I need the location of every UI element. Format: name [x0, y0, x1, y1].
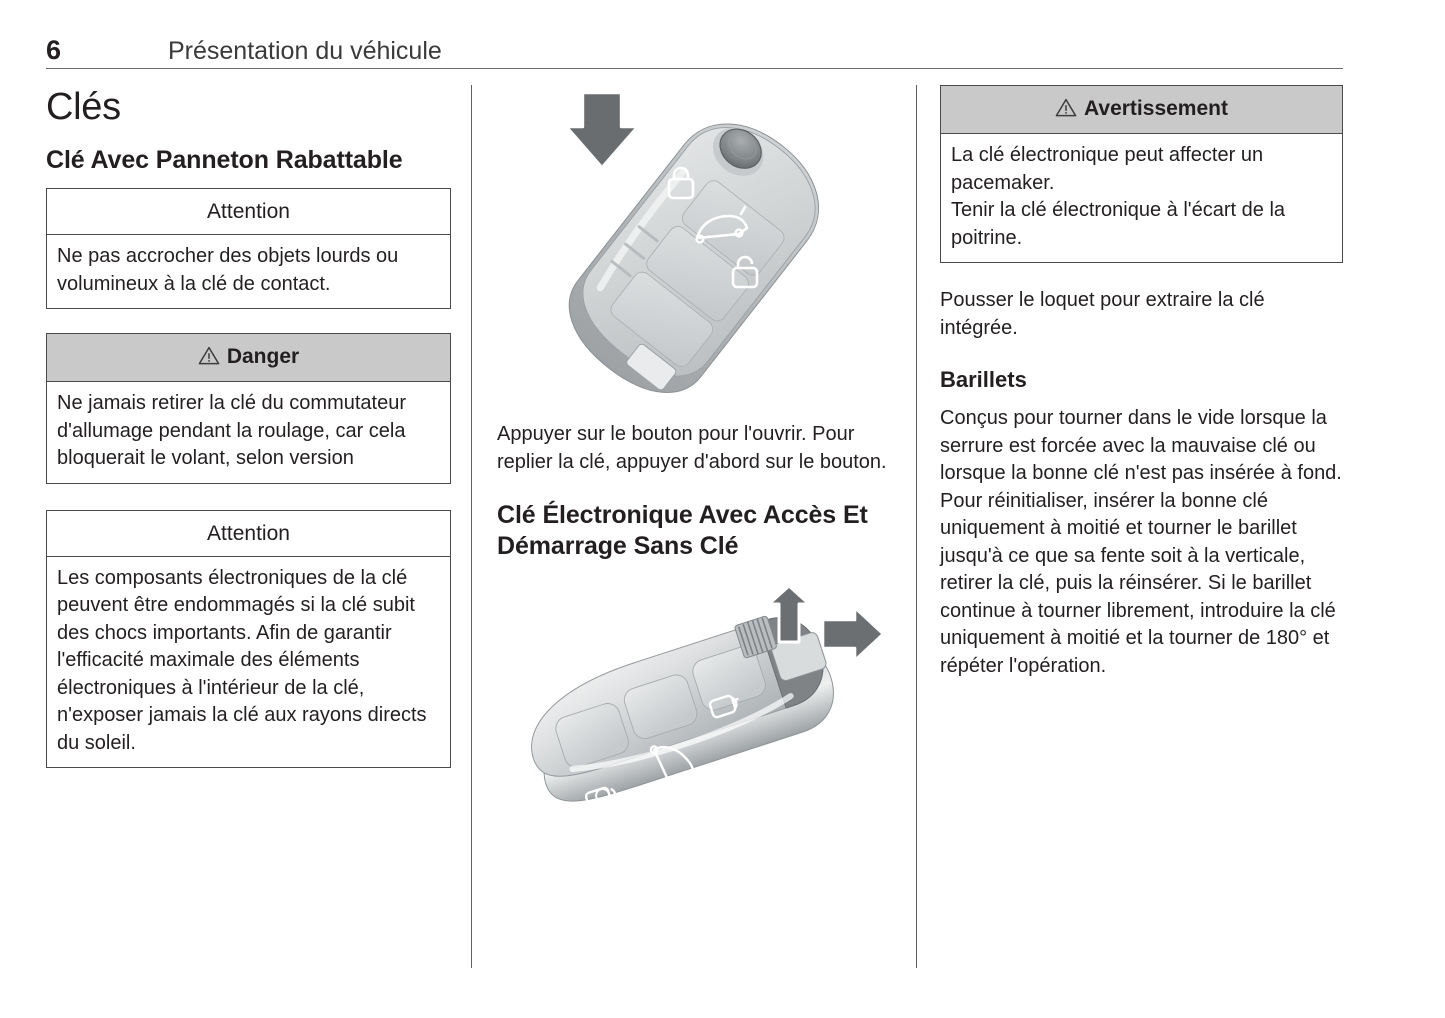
notice-danger [46, 333, 451, 484]
notice-heading: Attention [47, 511, 450, 557]
notice-body: Ne jamais retirer la clé du commutateur d'allumage pendant la roulage, car cela bloquerait le volant, selon version [57, 392, 407, 469]
chapter-title: Clés [46, 86, 121, 128]
section-title-cle-electronique: Clé Électronique Avec Accès Et Démarrage Sans Clé [497, 501, 868, 560]
page-title: Présentation du véhicule [168, 37, 442, 65]
paragraph-latch: Pousser le loquet pour extraire la clé intégrée. [940, 289, 1265, 339]
notice-heading [941, 86, 1342, 134]
middle-column [497, 85, 889, 872]
notice-attention-1 [46, 188, 451, 309]
notice-heading-label: Danger [226, 345, 300, 368]
section-title-barillets: Barillets [940, 367, 1027, 392]
figure-smart-key [497, 582, 889, 872]
left-column [46, 85, 451, 768]
section-title-cle-panneton: Clé Avec Panneton Rabattable [46, 146, 403, 174]
notice-body: Les composants électroniques de la clé peuvent être endommagés si la clé subit des chocs importants. Afin de garantir l'efficacité maximale des éléments électroniques à l'intérieur de la clé, n'exposer jamais la clé aux rayons directs du soleil. [57, 566, 427, 754]
header-divider [46, 68, 1343, 69]
notice-body-line-1: La clé électronique peut affecter un pacemaker. [951, 144, 1264, 194]
notice-heading: Attention [47, 189, 450, 235]
notice-heading-label: Avertissement [1084, 97, 1228, 120]
press-down-arrow-icon [567, 93, 637, 167]
notice-attention-2 [46, 510, 451, 769]
column-divider-2 [916, 85, 917, 968]
warning-triangle-icon [1055, 98, 1077, 124]
notice-body [941, 134, 1342, 262]
right-column [940, 85, 1343, 680]
page-number: 6 [46, 35, 62, 65]
warning-triangle-icon [198, 346, 220, 372]
paragraph-barillets: Conçus pour tourner dans le vide lorsque la serrure est forcée avec la mauvaise clé ou lorsque la bonne clé n'est pas insérée à fond. Pour réinitialiser, insérer la bonne clé uniquement à moitié et tourner le barillet jusqu'à ce que sa fente soit à la verticale, retirer la clé, puis la réinsérer. Si le barillet continue à tourner librement, introduire la clé uniquement à moitié et la tourner de 180° et répéter l'opération. [940, 407, 1342, 677]
column-divider-1 [471, 85, 472, 968]
extract-right-arrow-icon [823, 608, 883, 660]
notice-body: Ne pas accrocher des objets lourds ou volumineux à la clé de contact. [57, 245, 399, 295]
notice-avertissement [940, 85, 1343, 263]
figure-flip-key [497, 85, 889, 403]
paragraph-open-key: Appuyer sur le bouton pour l'ouvrir. Pour replier la clé, appuyer d'abord sur le bouton. [497, 423, 887, 473]
notice-body-line-2: Tenir la clé électronique à l'écart de la poitrine. [951, 199, 1286, 249]
notice-heading [47, 334, 450, 382]
